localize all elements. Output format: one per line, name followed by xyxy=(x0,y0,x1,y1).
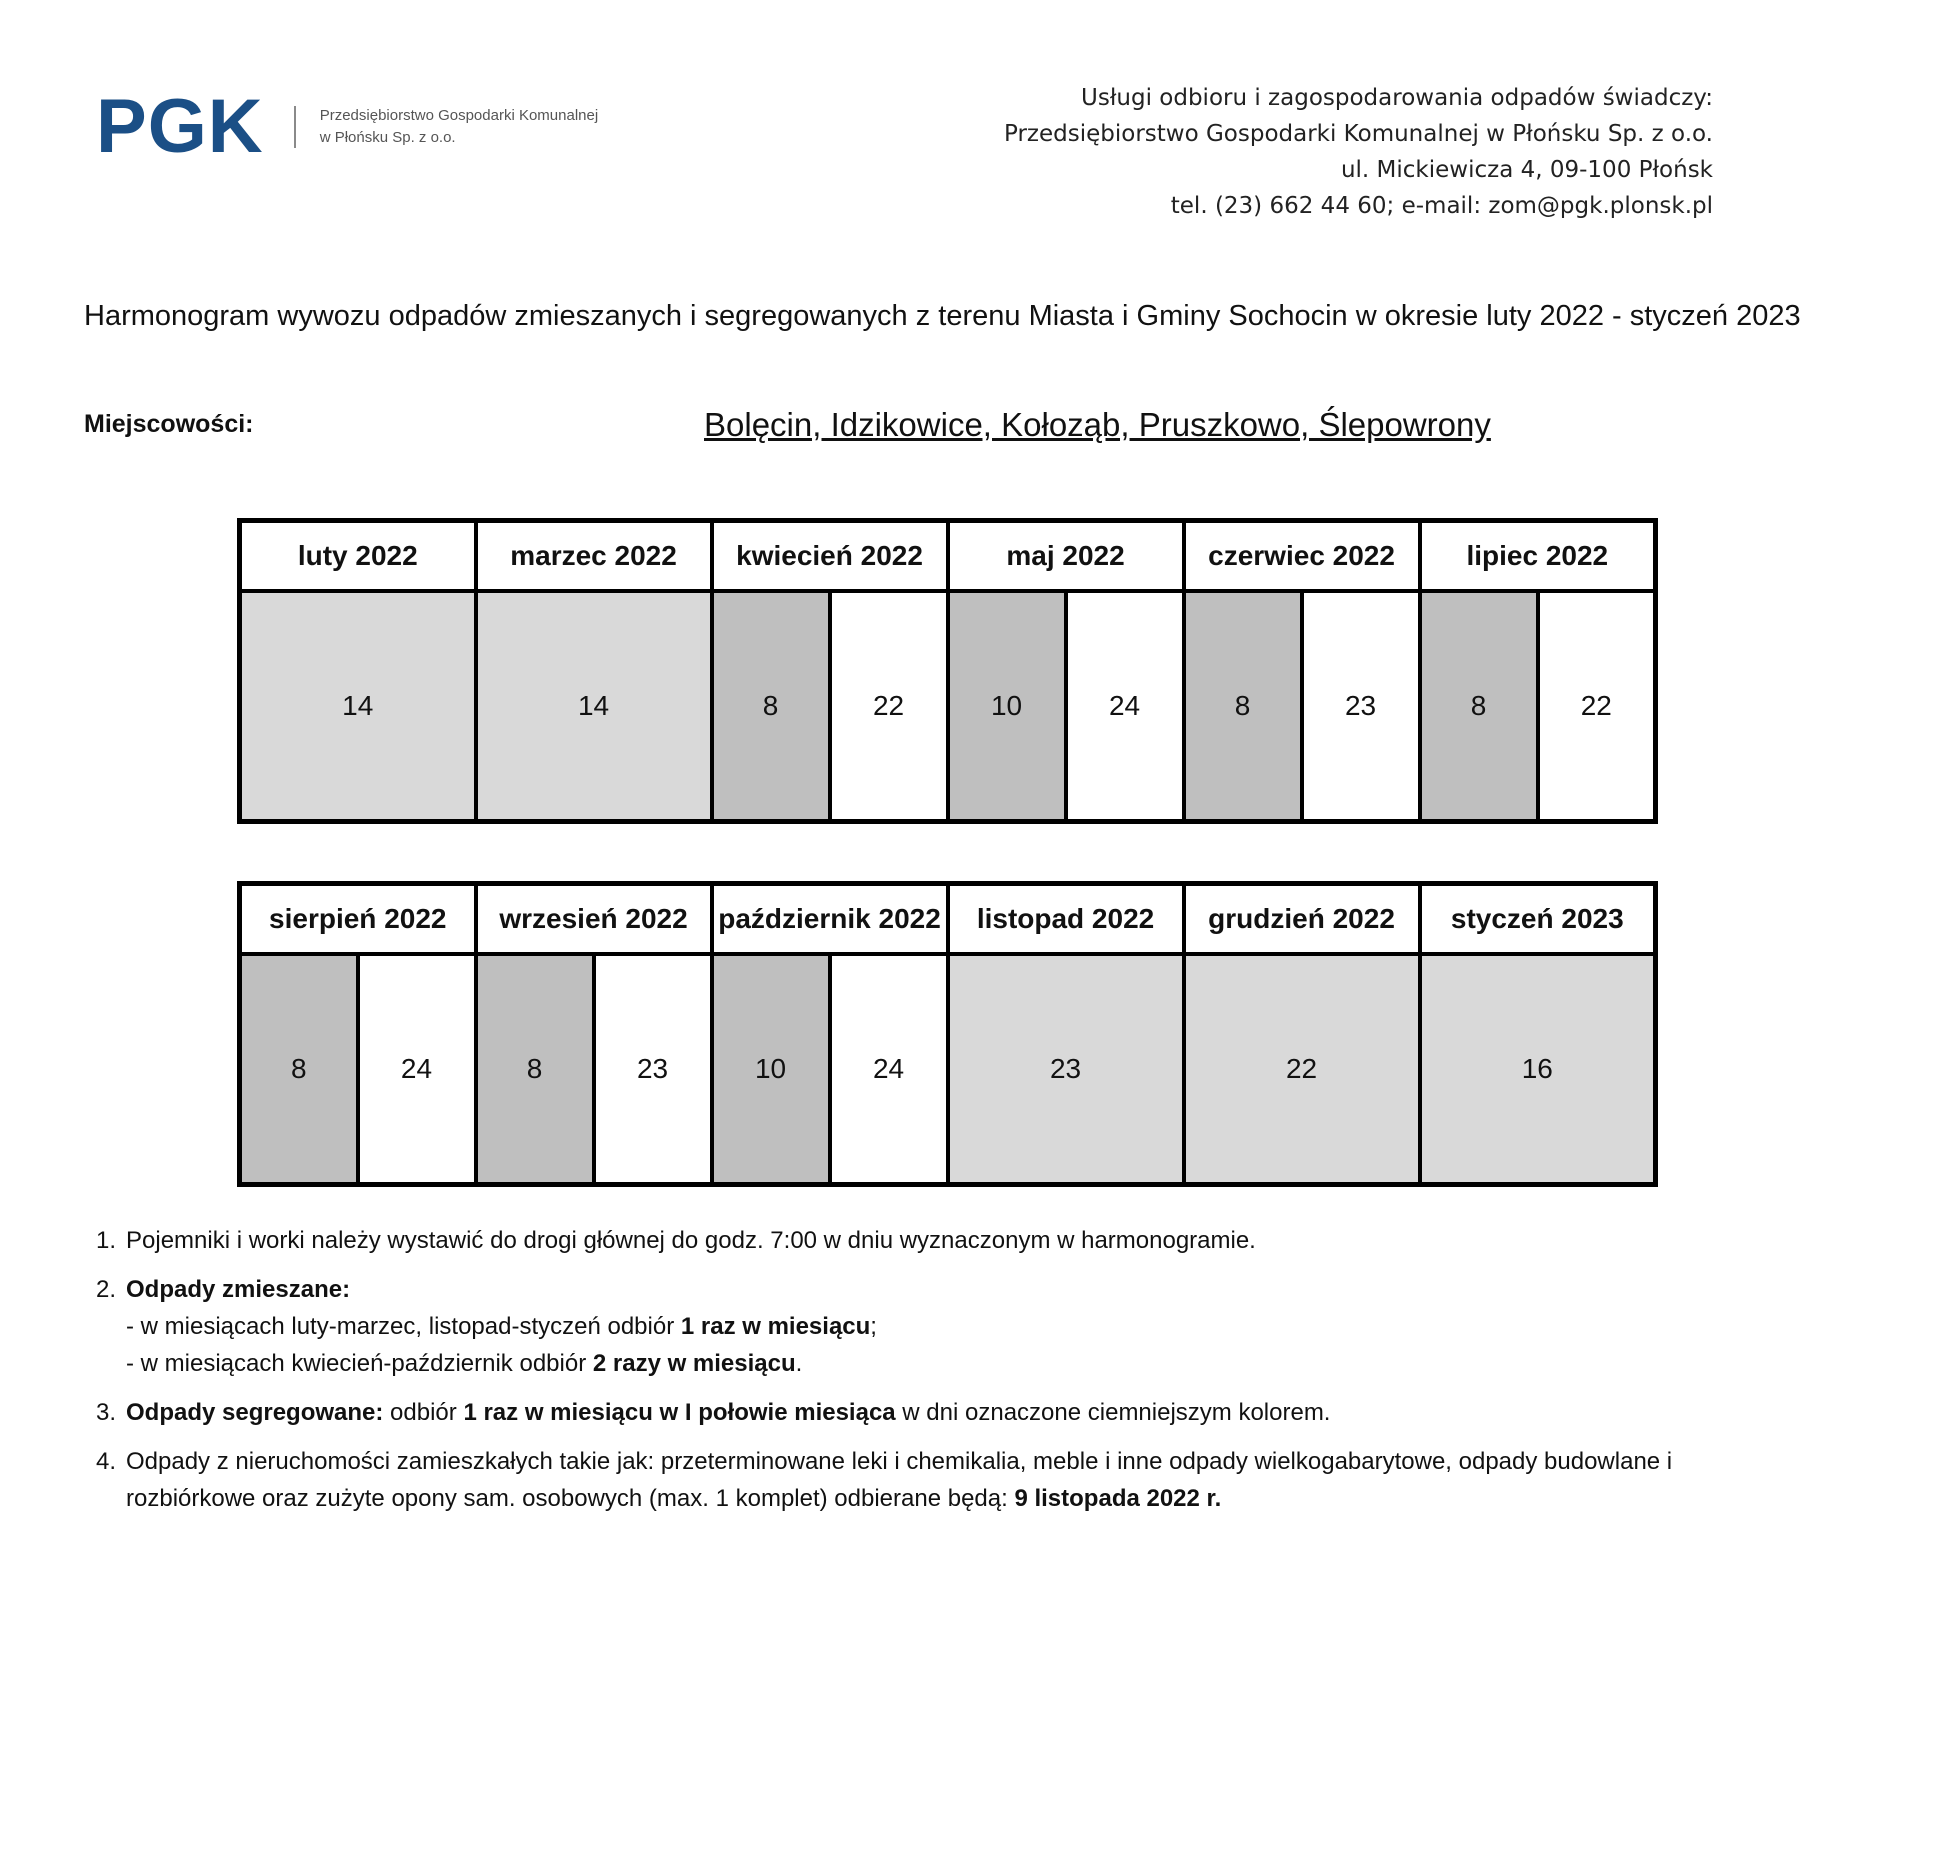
month-header: lipiec 2022 xyxy=(1420,521,1656,592)
schedule-table-2 xyxy=(237,881,1658,1187)
logo-mark: PGK xyxy=(96,84,264,169)
month-header: listopad 2022 xyxy=(948,884,1184,955)
month-header: październik 2022 xyxy=(712,884,948,955)
logo-company-name xyxy=(320,105,598,149)
month-header-row xyxy=(240,884,1656,955)
note-text xyxy=(126,1271,1746,1382)
month-header: czerwiec 2022 xyxy=(1184,521,1420,592)
segregated-waste-day: 8 xyxy=(240,954,358,1185)
provider-line: ul. Mickiewicza 4, 09-100 Płońsk xyxy=(1340,157,1713,183)
note-emphasis: 2 razy w miesiącu xyxy=(592,1350,796,1377)
note-number: 4. xyxy=(96,1448,117,1475)
mixed-waste-day: 22 xyxy=(1538,591,1656,822)
localities-label: Miejscowości: xyxy=(84,410,254,438)
month-header: styczeń 2023 xyxy=(1420,884,1656,955)
note-number: 2. xyxy=(96,1276,117,1303)
note-text xyxy=(126,1443,1746,1517)
provider-line: tel. (23) 662 44 60; e-mail: zom@pgk.plonsk.pl xyxy=(1170,193,1713,219)
provider-line: Usługi odbioru i zagospodarowania odpadów świadczy: xyxy=(1081,85,1713,111)
mixed-waste-day: 22 xyxy=(1184,954,1420,1185)
pickup-days-row xyxy=(240,954,1656,1185)
schedule-table-1 xyxy=(237,518,1658,824)
mixed-waste-day: 22 xyxy=(830,591,948,822)
note-item xyxy=(96,1271,1746,1382)
note-emphasis: 1 raz w miesiącu w I połowie miesiąca xyxy=(463,1399,896,1426)
segregated-waste-day: 10 xyxy=(948,591,1066,822)
mixed-waste-day: 14 xyxy=(476,591,712,822)
mixed-waste-day: 24 xyxy=(358,954,476,1185)
mixed-waste-day: 14 xyxy=(240,591,476,822)
mixed-waste-day: 23 xyxy=(594,954,712,1185)
provider-line: Przedsiębiorstwo Gospodarki Komunalnej w Płońsku Sp. z o.o. xyxy=(1003,121,1713,147)
note-line: . xyxy=(795,1350,803,1377)
note-line: odbiór xyxy=(383,1399,464,1426)
month-header: luty 2022 xyxy=(240,521,476,592)
month-header: wrzesień 2022 xyxy=(476,884,712,955)
note-item xyxy=(96,1394,1746,1431)
month-header: marzec 2022 xyxy=(476,521,712,592)
note-number: 3. xyxy=(96,1399,117,1426)
note-line: w dni oznaczone ciemniejszym kolorem. xyxy=(895,1399,1331,1426)
note-text xyxy=(126,1394,1746,1431)
month-header-row xyxy=(240,521,1656,592)
note-line: ; xyxy=(870,1313,877,1340)
mixed-waste-day: 24 xyxy=(1066,591,1184,822)
note-heading: Odpady segregowane: xyxy=(126,1399,384,1426)
mixed-waste-day: 23 xyxy=(1302,591,1420,822)
note-text: Pojemniki i worki należy wystawić do drogi głównej do godz. 7:00 w dniu wyznaczonym w harmonogramie. xyxy=(126,1227,1256,1254)
month-header: sierpień 2022 xyxy=(240,884,476,955)
pickup-days-row xyxy=(240,591,1656,822)
note-line: - w miesiącach kwiecień-październik odbiór xyxy=(126,1350,593,1377)
logo-name-line2: w Płońsku Sp. z o.o. xyxy=(319,129,456,146)
note-item xyxy=(96,1443,1746,1517)
segregated-waste-day: 8 xyxy=(1420,591,1538,822)
note-emphasis: 1 raz w miesiącu xyxy=(680,1313,871,1340)
note-item xyxy=(96,1222,1746,1259)
mixed-waste-day: 23 xyxy=(948,954,1184,1185)
note-heading: Odpady zmieszane: xyxy=(126,1276,351,1303)
note-number: 1. xyxy=(96,1227,117,1254)
document-title: Harmonogram wywozu odpadów zmieszanych i segregowanych z terenu Miasta i Gminy Sochocin w okresie luty 2022 - styczeń 2023 xyxy=(84,300,1801,332)
note-line: - w miesiącach luty-marzec, listopad-styczeń odbiór xyxy=(126,1313,681,1340)
segregated-waste-day: 10 xyxy=(712,954,830,1185)
month-header: maj 2022 xyxy=(948,521,1184,592)
localities-value: Bolęcin, Idzikowice, Kołoząb, Pruszkowo, Ślepowrony xyxy=(704,406,1491,443)
logo-name-line1: Przedsiębiorstwo Gospodarki Komunalnej xyxy=(319,107,599,124)
segregated-waste-day: 8 xyxy=(1184,591,1302,822)
note-line: Odpady z nieruchomości zamieszkałych takie jak: przeterminowane leki i chemikalia, meble i inne odpady wielkogabarytowe, odpady budowlane i rozbiórkowe oraz zużyte opony sam. osobowych (max. 1 komplet) odbierane będą: xyxy=(126,1448,1673,1512)
segregated-waste-day: 8 xyxy=(712,591,830,822)
logo-divider xyxy=(294,106,296,148)
notes-list xyxy=(96,1222,1746,1529)
month-header: grudzień 2022 xyxy=(1184,884,1420,955)
segregated-waste-day: 8 xyxy=(476,954,594,1185)
company-logo xyxy=(96,84,599,169)
provider-info xyxy=(1004,80,1713,224)
note-emphasis: 9 listopada 2022 r. xyxy=(1014,1485,1222,1512)
mixed-waste-day: 24 xyxy=(830,954,948,1185)
mixed-waste-day: 16 xyxy=(1420,954,1656,1185)
month-header: kwiecień 2022 xyxy=(712,521,948,592)
